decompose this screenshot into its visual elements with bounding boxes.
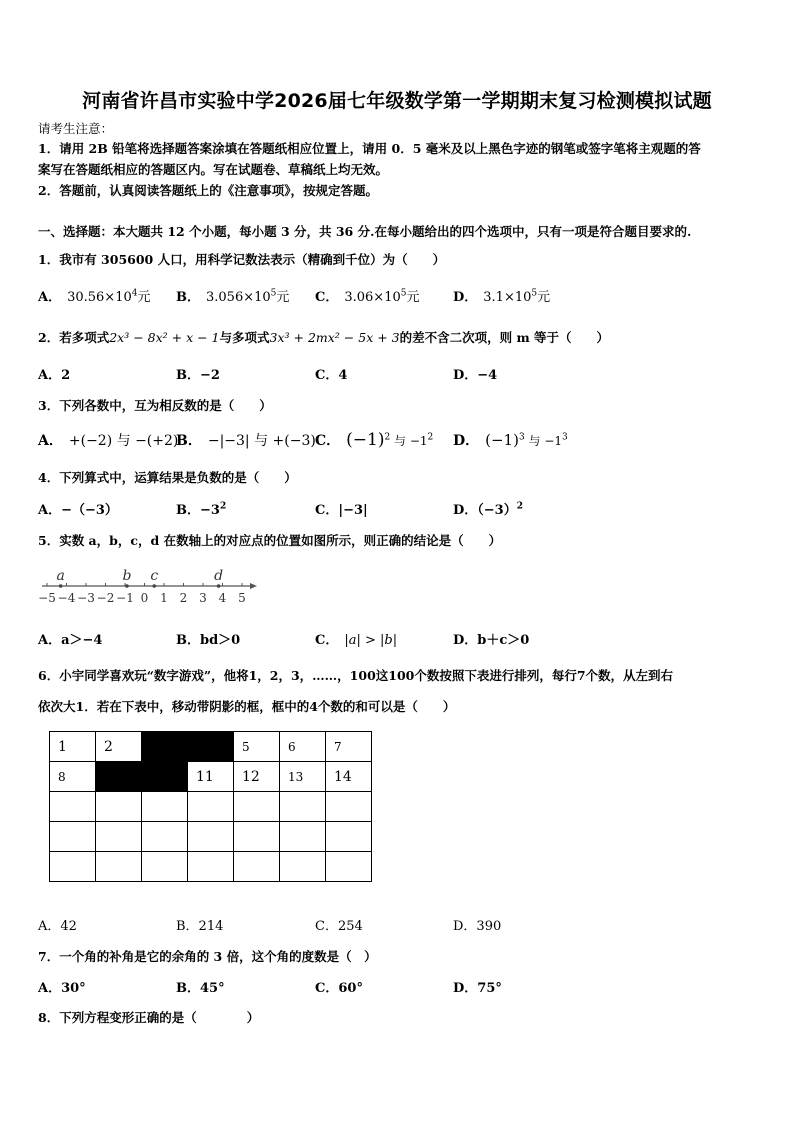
question-8-stem: 8．下列方程变形正确的是（ ）: [38, 1010, 260, 1025]
q6-option-a[interactable]: A．42: [38, 919, 77, 934]
question-2-stem: 2．若多项式2x³ − 8x² + x − 1与多项式3x³ + 2mx² − 5x + 3的差不含二次项，则 m 等于（ ）: [38, 330, 610, 345]
tick-label: −2: [96, 591, 115, 605]
question-3-stem: 3．下列各数中，互为相反数的是（ ）: [38, 398, 272, 413]
grid-cell: 8: [50, 762, 96, 792]
grid-row-1: [50, 732, 372, 762]
point-c-dot: [152, 584, 156, 588]
q5-option-b[interactable]: B．bd＞0: [176, 633, 241, 648]
q7-option-d[interactable]: D．75°: [453, 981, 502, 996]
number-line-arrow: [250, 583, 257, 589]
notice-heading: 请考生注意：: [38, 121, 114, 136]
tick-label: 1: [160, 591, 168, 605]
notice-line-1b: 案写在答题纸相应的答题区内。写在试题卷、草稿纸上均无效。: [38, 162, 389, 177]
grid-row-5: [50, 852, 372, 882]
section-heading: 一、选择题：本大题共 12 个小题，每小题 3 分，共 36 分.在每小题给出的四个选项中，只有一项是符合题目要求的.: [38, 224, 692, 239]
notice-line-1a: 1．请用 2B 铅笔将选择题答案涂填在答题纸相应位置上，请用 0．5 毫米及以上黑色字迹的钢笔或签字笔将主观题的答: [38, 141, 701, 156]
shaded-cell: [142, 732, 188, 762]
tick-label: −4: [57, 591, 76, 605]
grid-cell: 7: [326, 732, 372, 762]
q3-option-d[interactable]: D． $(-1)^3$ 与 $-1^3$: [453, 431, 568, 449]
point-b-dot: [125, 584, 129, 588]
option-value: $3.06\times 10^5$元: [344, 288, 420, 305]
point-d-dot: [217, 584, 221, 588]
tick-label: 3: [199, 591, 207, 605]
grid-cell: 1: [50, 732, 96, 762]
question-6-stem-2: 依次大1．若在下表中，移动带阴影的框，框中的4个数的和可以是（ ）: [38, 699, 456, 714]
grid-cell: 14: [326, 762, 372, 792]
option-label: C．: [315, 290, 339, 305]
grid-cell: 5: [234, 732, 280, 762]
shaded-cell: [142, 762, 188, 792]
question-5-stem: 5．实数 a，b，c，d 在数轴上的对应点的位置如图所示，则正确的结论是（ ）: [38, 533, 502, 548]
tick-label: 2: [179, 591, 188, 605]
option-value: $30.56\times 10^4$元: [67, 288, 151, 305]
question-1-stem: 1．我市有 305600 人口，用科学记数法表示（精确到千位）为（ ）: [38, 252, 446, 267]
number-line-figure: [38, 562, 260, 608]
q7-option-b[interactable]: B．45°: [176, 981, 225, 996]
q1-option-c[interactable]: [315, 286, 420, 305]
point-b-label: b: [122, 568, 132, 584]
tick-label: −3: [77, 591, 95, 605]
point-a-dot: [59, 584, 63, 588]
q5-option-a[interactable]: A．a＞−4: [38, 633, 103, 648]
option-label: B．: [176, 290, 200, 305]
option-label: D．: [453, 290, 478, 305]
grid-cell: 6: [280, 732, 326, 762]
abs-comparison: |a| > |b|: [344, 633, 398, 648]
q3-option-a[interactable]: A． +(−2) 与 −(+2): [38, 433, 179, 449]
q6-option-d[interactable]: D．390: [453, 919, 502, 934]
number-grid: [49, 731, 372, 882]
q1-option-a[interactable]: [38, 286, 151, 305]
q2-option-c[interactable]: C．4: [315, 368, 348, 383]
polynomial-1: 2x³ − 8x² + x − 1: [109, 330, 220, 345]
grid-cell: 12: [234, 762, 280, 792]
q4-option-a[interactable]: A．−（−3）: [38, 503, 118, 518]
notice-line-2: 2．答题前，认真阅读答题纸上的《注意事项》，按规定答题。: [38, 183, 378, 198]
q4-option-b[interactable]: B．$-3^2$: [176, 501, 227, 518]
tick-label: 5: [238, 591, 246, 605]
tick-label: 0: [140, 591, 149, 605]
q4-option-c[interactable]: C．|−3|: [315, 503, 368, 518]
grid-row-4: [50, 822, 372, 852]
question-6-stem-1: 6．小宇同学喜欢玩“数字游戏”，他将1，2，3，……，100这100个数按照下表进行排列，每行7个数，从左到右: [38, 668, 674, 683]
point-d-label: d: [214, 568, 224, 584]
q5-option-d[interactable]: D．b＋c＞0: [453, 633, 530, 648]
q1-option-d[interactable]: [453, 286, 550, 305]
tick-label: −5: [38, 591, 56, 605]
grid-cell: 2: [96, 732, 142, 762]
option-value: $3.1\times 10^5$元: [483, 288, 551, 305]
option-label: A．: [38, 290, 62, 305]
q5-option-c[interactable]: C． |a| > |b|: [315, 633, 398, 648]
grid-cell: 13: [280, 762, 326, 792]
tick-label: −1: [116, 591, 134, 605]
q3-option-c[interactable]: C． $(-1)^2$ 与 $-1^2$: [315, 430, 434, 450]
option-value: $3.056\times 10^5$元: [206, 288, 290, 305]
polynomial-2: 3x³ + 2mx² − 5x + 3: [269, 330, 400, 345]
q2-option-a[interactable]: A．2: [38, 368, 71, 383]
question-4-stem: 4．下列算式中，运算结果是负数的是（ ）: [38, 470, 297, 485]
q2-option-d[interactable]: D．−4: [453, 368, 498, 383]
q1-option-b[interactable]: [176, 286, 289, 305]
q2-option-b[interactable]: B．−2: [176, 368, 220, 383]
tick-label: 4: [218, 591, 227, 605]
shaded-cell: [96, 762, 142, 792]
q6-option-b[interactable]: B．214: [176, 919, 224, 934]
question-7-stem: 7．一个角的补角是它的余角的 3 倍，这个角的度数是（ ）: [38, 949, 377, 964]
q7-option-a[interactable]: A．30°: [38, 981, 86, 996]
shaded-cell: [188, 732, 234, 762]
q3-option-b[interactable]: B． −|−3| 与 +(−3): [176, 433, 316, 449]
q4-option-d[interactable]: D．$(-3)^2$: [453, 501, 523, 518]
grid-row-2: [50, 762, 372, 792]
grid-cell: 11: [188, 762, 234, 792]
point-c-label: c: [150, 568, 159, 584]
point-a-label: a: [56, 568, 65, 584]
grid-row-3: [50, 792, 372, 822]
page-title: 河南省许昌市实验中学2026届七年级数学第一学期期末复习检测模拟试题: [82, 90, 712, 112]
point-group: [56, 568, 223, 588]
q6-option-c[interactable]: C．254: [315, 919, 363, 934]
q7-option-c[interactable]: C．60°: [315, 981, 363, 996]
